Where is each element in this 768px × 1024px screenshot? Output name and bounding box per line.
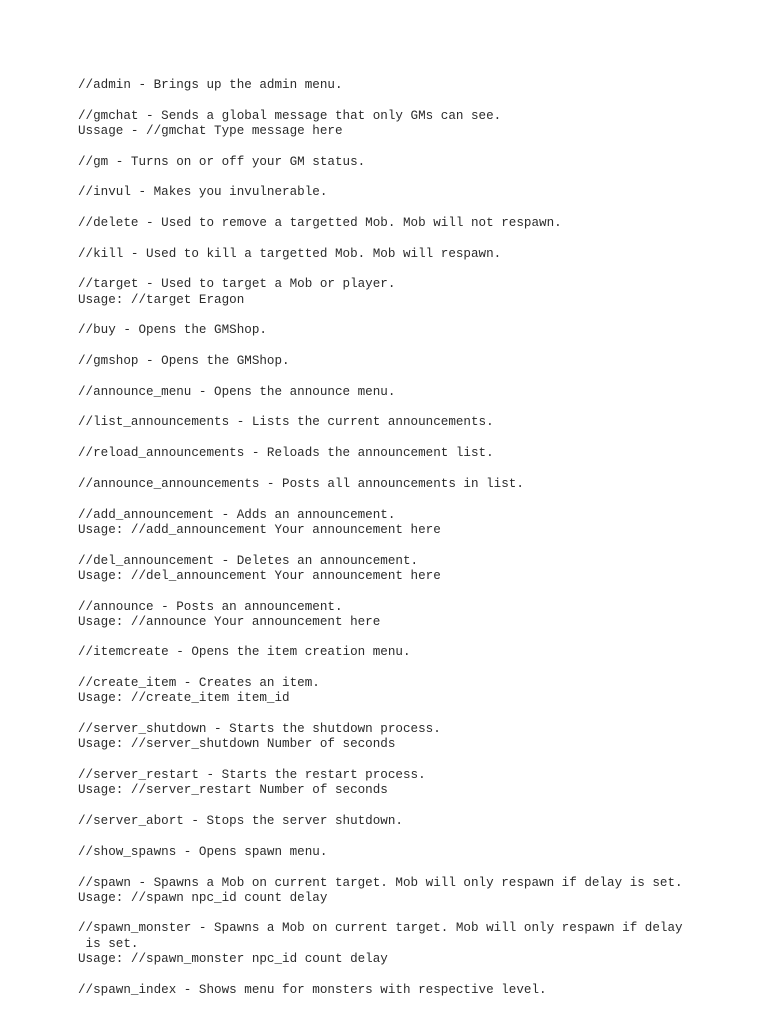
command-entry: [78, 676, 738, 707]
command-description: //show_spawns - Opens spawn menu.: [78, 844, 328, 859]
command-description: //reload_announcements - Reloads the announcement list.: [78, 446, 494, 461]
command-description: //del_announcement - Deletes an announcement.: [78, 553, 419, 568]
command-entry: [78, 155, 738, 170]
command-entry: [78, 645, 738, 660]
command-entry: [78, 876, 738, 907]
command-description: //delete - Used to remove a targetted Mob. Mob will not respawn.: [78, 216, 562, 231]
command-description: //add_announcement - Adds an announcement.: [78, 507, 396, 522]
command-usage: Usage: //server_restart Number of seconds: [78, 783, 388, 798]
command-entry: [78, 722, 738, 753]
command-usage: Usage: //spawn_monster npc_id count delay: [78, 952, 388, 967]
command-description: //kill - Used to kill a targetted Mob. Mob will respawn.: [78, 246, 502, 261]
command-entry: [78, 78, 738, 93]
command-entry: [78, 983, 738, 998]
command-description: //announce - Posts an announcement.: [78, 599, 343, 614]
command-description: //itemcreate - Opens the item creation menu.: [78, 645, 411, 660]
command-entry: [78, 185, 738, 200]
command-description: //buy - Opens the GMShop.: [78, 323, 267, 338]
command-usage: Usage: //server_shutdown Number of seconds: [78, 737, 396, 752]
command-description: //server_restart - Starts the restart process.: [78, 768, 426, 783]
command-entry: [78, 354, 738, 369]
command-entry: [78, 508, 738, 539]
command-usage: Usage: //announce Your announcement here: [78, 614, 381, 629]
command-list-document: [78, 78, 738, 1013]
command-entry: [78, 385, 738, 400]
command-description: //gm - Turns on or off your GM status.: [78, 154, 366, 169]
command-description: //target - Used to target a Mob or player.: [78, 277, 396, 292]
command-description: //spawn_index - Shows menu for monsters with respective level.: [78, 982, 547, 997]
command-description: //spawn - Spawns a Mob on current target. Mob will only respawn if delay is set.: [78, 875, 683, 890]
command-entry: [78, 323, 738, 338]
command-entry: [78, 600, 738, 631]
command-usage: Usage: //del_announcement Your announcement here: [78, 568, 441, 583]
command-description: //spawn_monster - Spawns a Mob on current target. Mob will only respawn if delay: [78, 921, 683, 936]
command-entry: [78, 921, 738, 967]
command-description: //invul - Makes you invulnerable.: [78, 185, 328, 200]
command-usage: Usage: //add_announcement Your announcement here: [78, 522, 441, 537]
command-description: //announce_menu - Opens the announce menu.: [78, 384, 396, 399]
command-usage: Usage: //create_item item_id: [78, 691, 290, 706]
command-entry: [78, 109, 738, 140]
command-entry: [78, 216, 738, 231]
command-entry: [78, 768, 738, 799]
command-entry: [78, 247, 738, 262]
command-entry: [78, 415, 738, 430]
command-usage: is set.: [78, 936, 139, 951]
command-description: //announce_announcements - Posts all announcements in list.: [78, 476, 524, 491]
command-entry: [78, 446, 738, 461]
command-entry: [78, 554, 738, 585]
command-usage: Ussage - //gmchat Type message here: [78, 123, 343, 138]
command-entry: [78, 277, 738, 308]
command-entry: [78, 477, 738, 492]
command-description: //gmshop - Opens the GMShop.: [78, 354, 290, 369]
command-description: //create_item - Creates an item.: [78, 676, 320, 691]
command-entry: [78, 814, 738, 829]
command-description: //list_announcements - Lists the current announcements.: [78, 415, 494, 430]
command-description: //gmchat - Sends a global message that only GMs can see.: [78, 108, 502, 123]
command-usage: Usage: //spawn npc_id count delay: [78, 890, 328, 905]
command-description: //admin - Brings up the admin menu.: [78, 78, 343, 92]
command-description: //server_abort - Stops the server shutdown.: [78, 814, 403, 829]
command-description: //server_shutdown - Starts the shutdown process.: [78, 722, 441, 737]
command-entry: [78, 845, 738, 860]
command-usage: Usage: //target Eragon: [78, 292, 245, 307]
